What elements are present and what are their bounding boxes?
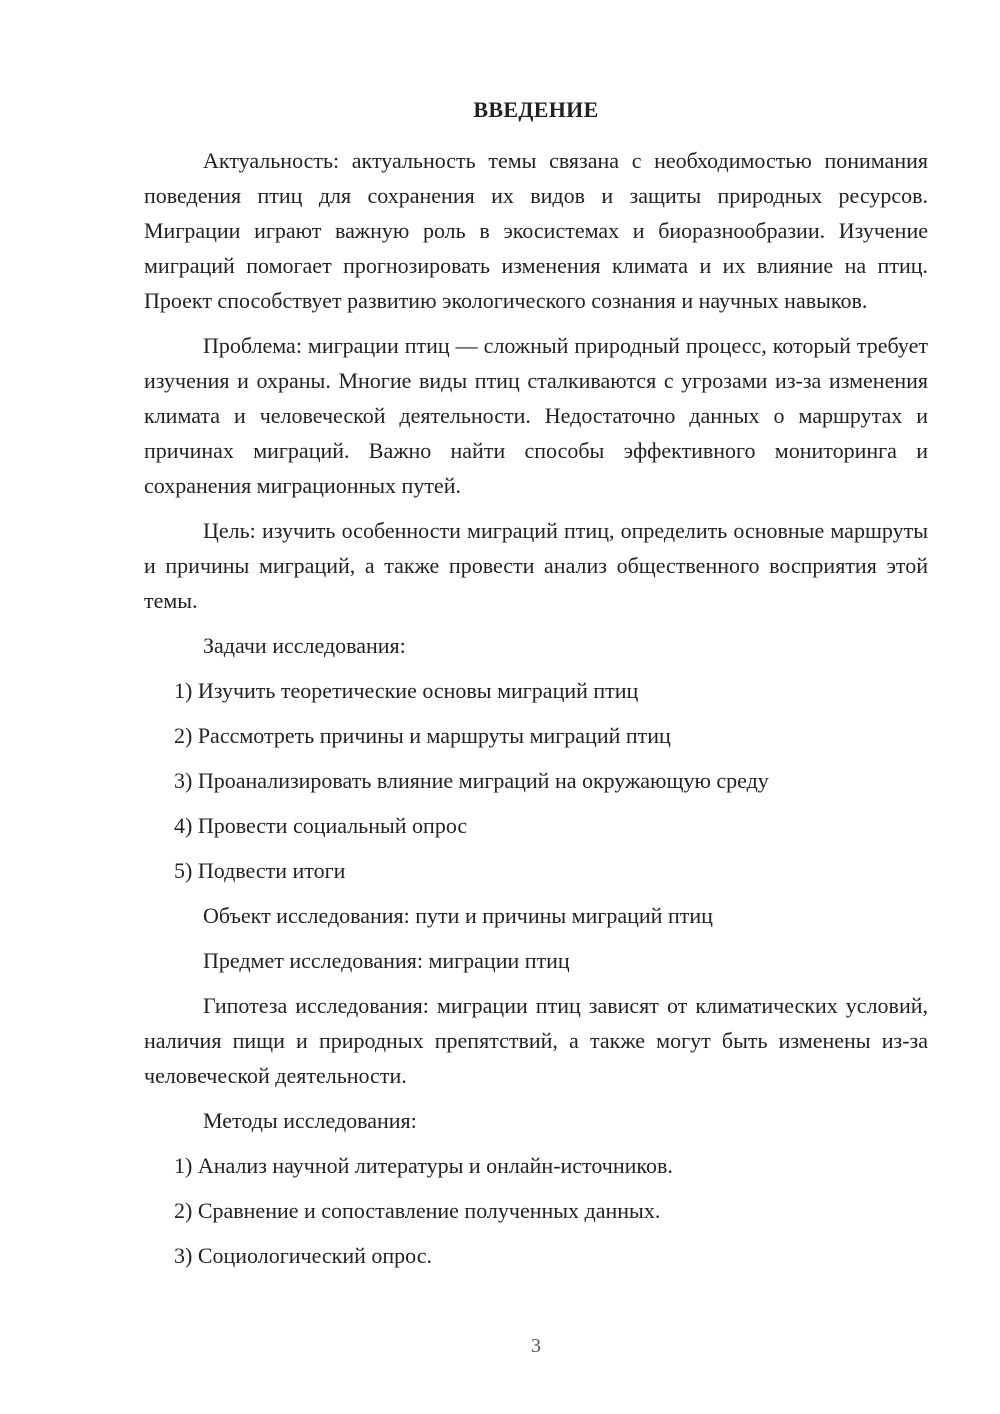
page-number: 3 xyxy=(531,1335,541,1357)
page-content xyxy=(144,143,928,1283)
problem-paragraph: Проблема: миграции птиц — сложный природный процесс, который требует изучения и охраны. Многие виды птиц сталкиваются с угрозами из-за изменения климата и человеческой деятельности. Недостаточно данных о маршрутах и причинах миграций. Важно найти способы эффективного мониторинга и сохранения миграционных путей. xyxy=(144,333,928,498)
list-item: 1) Анализ научной литературы и онлайн-источников. xyxy=(174,1153,673,1178)
list-item: 2) Рассмотреть причины и маршруты миграций птиц xyxy=(174,723,671,748)
research-object: Объект исследования: пути и причины миграций птиц xyxy=(203,903,713,928)
list-item: 4) Провести социальный опрос xyxy=(174,813,468,838)
list-item: 5) Подвести итоги xyxy=(174,858,346,883)
tasks-list xyxy=(144,673,928,888)
relevance-paragraph: Актуальность: актуальность темы связана с необходимостью понимания поведения птиц для сохранения их видов и защиты природных ресурсов. Миграции играют важную роль в экосистемах и биоразнообразии. Изучение миграций помогает прогнозировать изменения климата и их влияние на птиц. Проект способствует развитию экологического сознания и научных навыков. xyxy=(144,148,928,313)
tasks-heading: Задачи исследования: xyxy=(203,633,406,658)
list-item: 2) Сравнение и сопоставление полученных данных. xyxy=(174,1198,661,1223)
page-title: ВВЕДЕНИЕ xyxy=(473,97,599,122)
list-item: 3) Проанализировать влияние миграций на окружающую среду xyxy=(174,768,769,793)
list-item: 3) Социологический опрос. xyxy=(174,1243,432,1268)
hypothesis-paragraph: Гипотеза исследования: миграции птиц зависят от климатических условий, наличия пищи и природных препятствий, а также могут быть изменены из-за человеческой деятельности. xyxy=(144,993,928,1088)
methods-list xyxy=(144,1148,928,1273)
methods-heading: Методы исследования: xyxy=(203,1108,417,1133)
research-subject: Предмет исследования: миграции птиц xyxy=(203,948,570,973)
list-item: 1) Изучить теоретические основы миграций птиц xyxy=(174,678,639,703)
goal-paragraph: Цель: изучить особенности миграций птиц, определить основные маршруты и причины миграций, а также провести анализ общественного восприятия этой темы. xyxy=(144,518,928,613)
